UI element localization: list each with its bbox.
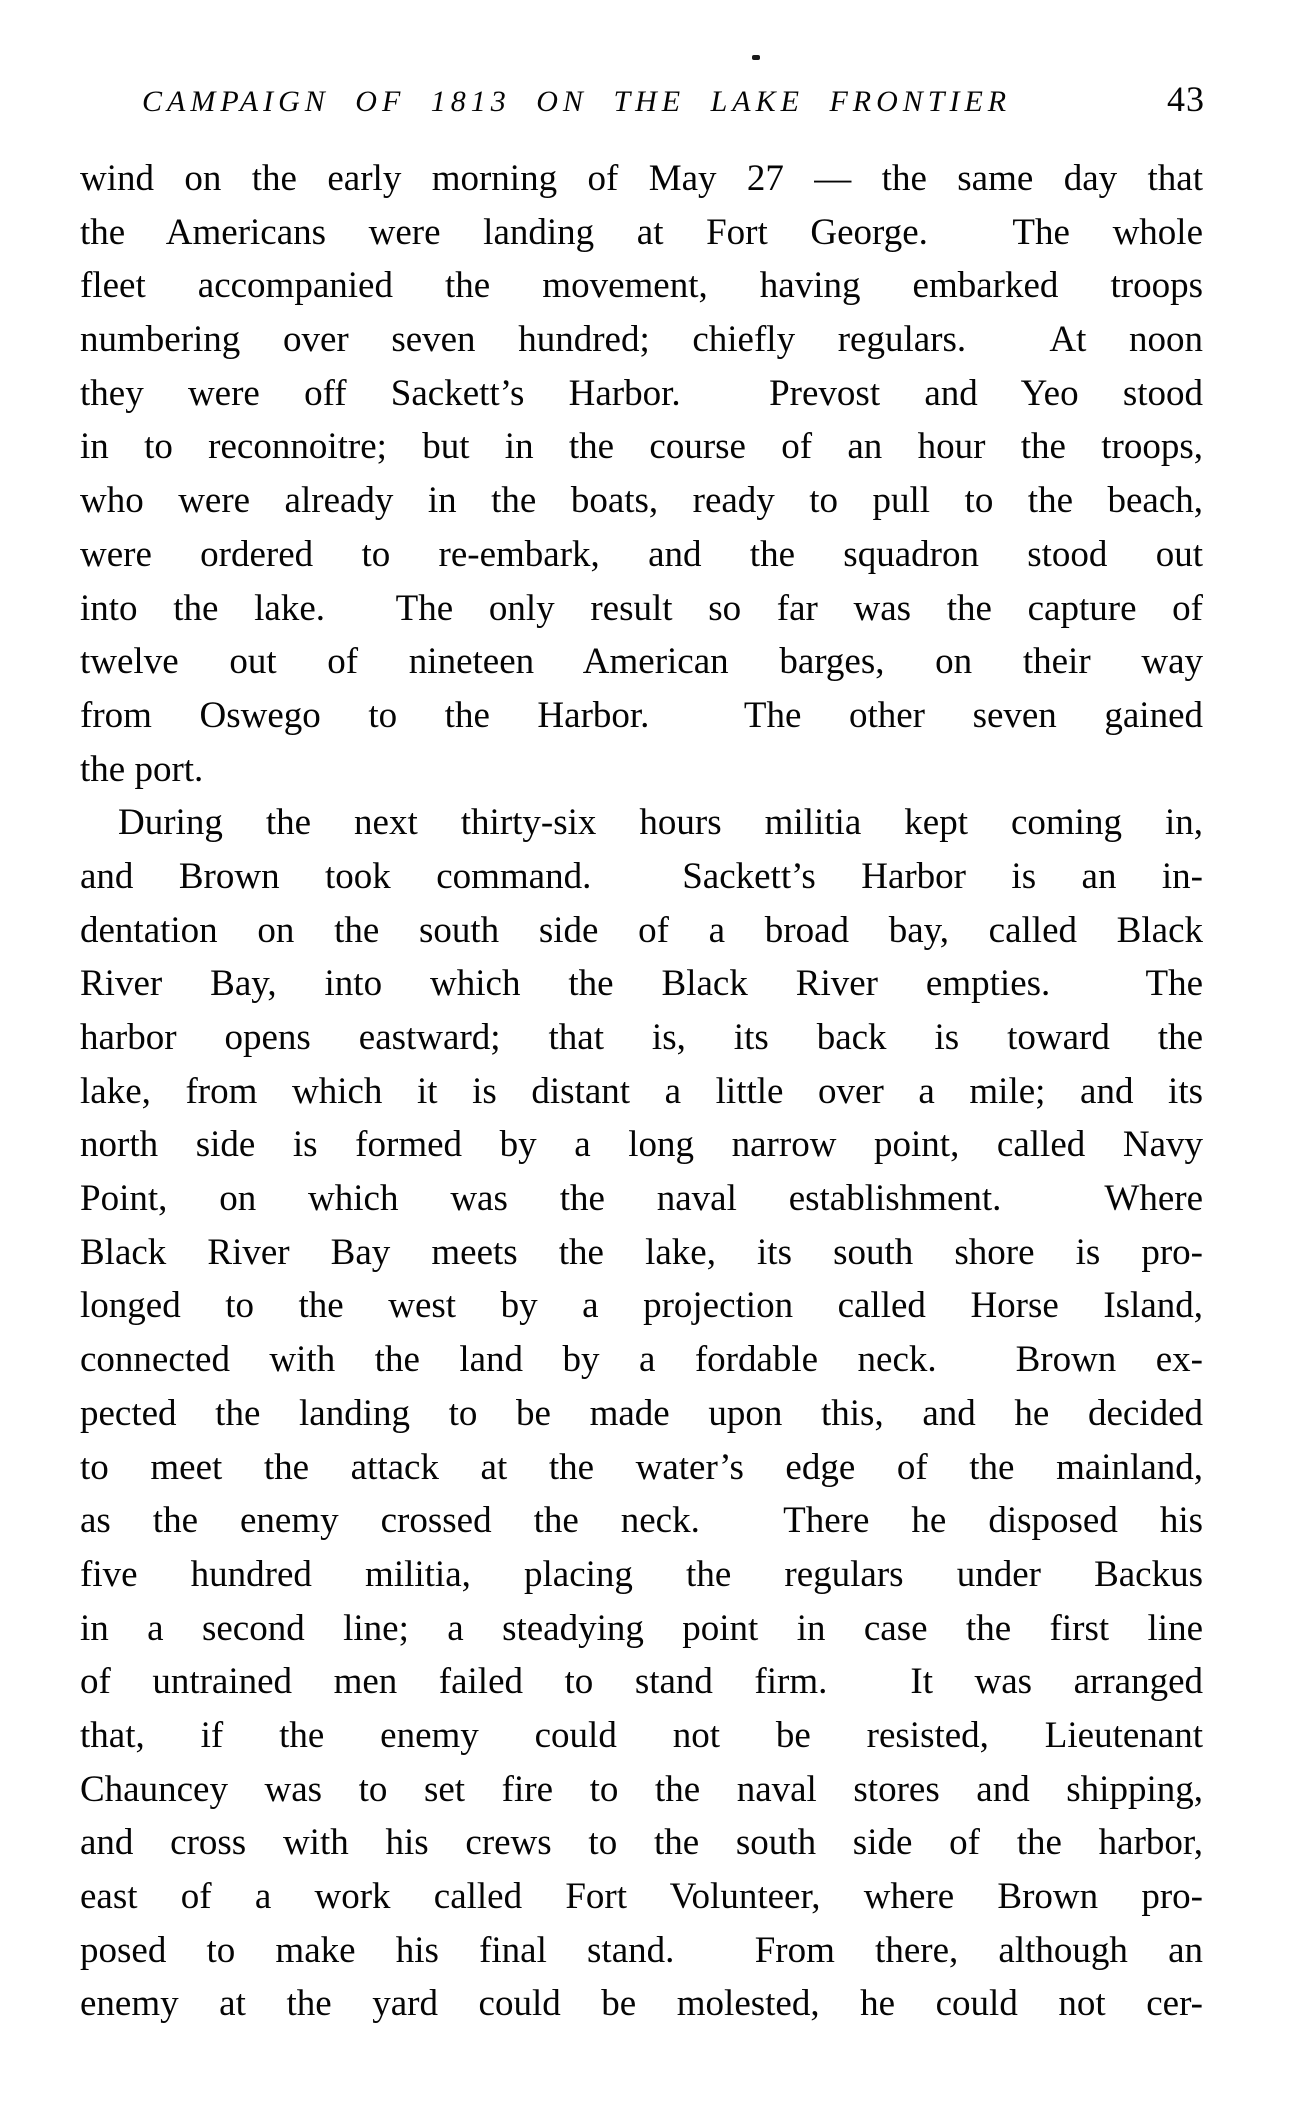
paragraph-1 (80, 152, 1203, 796)
text-line: Chauncey was to set fire to the naval stores and shipping, (80, 1768, 1203, 1810)
text-line: numbering over seven hundred; chiefly regulars. At noon (80, 319, 1203, 361)
text-line: fleet accompanied the movement, having embarked troops (80, 265, 1203, 307)
text-line: posed to make his final stand. From there, although an (80, 1929, 1203, 1971)
text-line: and cross with his crews to the south side of the harbor, (80, 1822, 1203, 1864)
ink-speck (752, 55, 760, 60)
text-line: of untrained men failed to stand firm. It was arranged (80, 1661, 1203, 1703)
text-line: longed to the west by a projection called Horse Island, (80, 1285, 1203, 1327)
text-line: into the lake. The only result so far was the capture of (80, 587, 1203, 629)
text-line: River Bay, into which the Black River empties. The (80, 963, 1203, 1005)
text-line: that, if the enemy could not be resisted, Lieutenant (80, 1714, 1203, 1756)
text-line: north side is formed by a long narrow point, called Navy (80, 1124, 1203, 1166)
text-line: lake, from which it is distant a little over a mile; and its (80, 1070, 1203, 1112)
text-line: to meet the attack at the water’s edge of the mainland, (80, 1446, 1203, 1488)
text-line: During the next thirty-six hours militia kept coming in, (118, 802, 1203, 844)
text-line: and Brown took command. Sackett’s Harbor is an in- (80, 855, 1203, 897)
text-line: pected the landing to be made upon this, and he decided (80, 1392, 1203, 1434)
text-line: Point, on which was the naval establishment. Where (80, 1178, 1203, 1220)
text-line: dentation on the south side of a broad bay, called Black (80, 909, 1203, 951)
text-line: in a second line; a steadying point in case the first line (80, 1607, 1203, 1649)
text-line: Black River Bay meets the lake, its south shore is pro- (80, 1231, 1203, 1273)
text-line: wind on the early morning of May 27 — the same day that (80, 158, 1203, 199)
page-header (142, 78, 1205, 120)
text-line: five hundred militia, placing the regulars under Backus (80, 1553, 1203, 1595)
paragraph-2 (80, 796, 1203, 2031)
text-line: connected with the land by a fordable neck. Brown ex- (80, 1339, 1203, 1381)
text-line: were ordered to re-embark, and the squadron stood out (80, 533, 1203, 575)
body-text (80, 152, 1203, 2031)
text-line: the Americans were landing at Fort George. The whole (80, 211, 1203, 253)
text-line: in to reconnoitre; but in the course of an hour the troops, (80, 426, 1203, 468)
text-line: as the enemy crossed the neck. There he disposed his (80, 1500, 1203, 1542)
page-number: 43 (1167, 79, 1205, 119)
text-line: east of a work called Fort Volunteer, where Brown pro- (80, 1876, 1203, 1917)
text-line: who were already in the boats, ready to pull to the beach, (80, 480, 1203, 522)
text-line: twelve out of nineteen American barges, on their way (80, 641, 1203, 683)
text-line: harbor opens eastward; that is, its back is toward the (80, 1017, 1203, 1058)
text-line: the port. (80, 748, 204, 790)
text-line: enemy at the yard could be molested, he could not cer- (80, 1983, 1203, 2025)
running-title: CAMPAIGN OF 1813 ON THE LAKE FRONTIER (142, 85, 1012, 118)
text-line: they were off Sackett’s Harbor. Prevost and Yeo stood (80, 372, 1203, 414)
text-line: from Oswego to the Harbor. The other seven gained (80, 694, 1203, 736)
